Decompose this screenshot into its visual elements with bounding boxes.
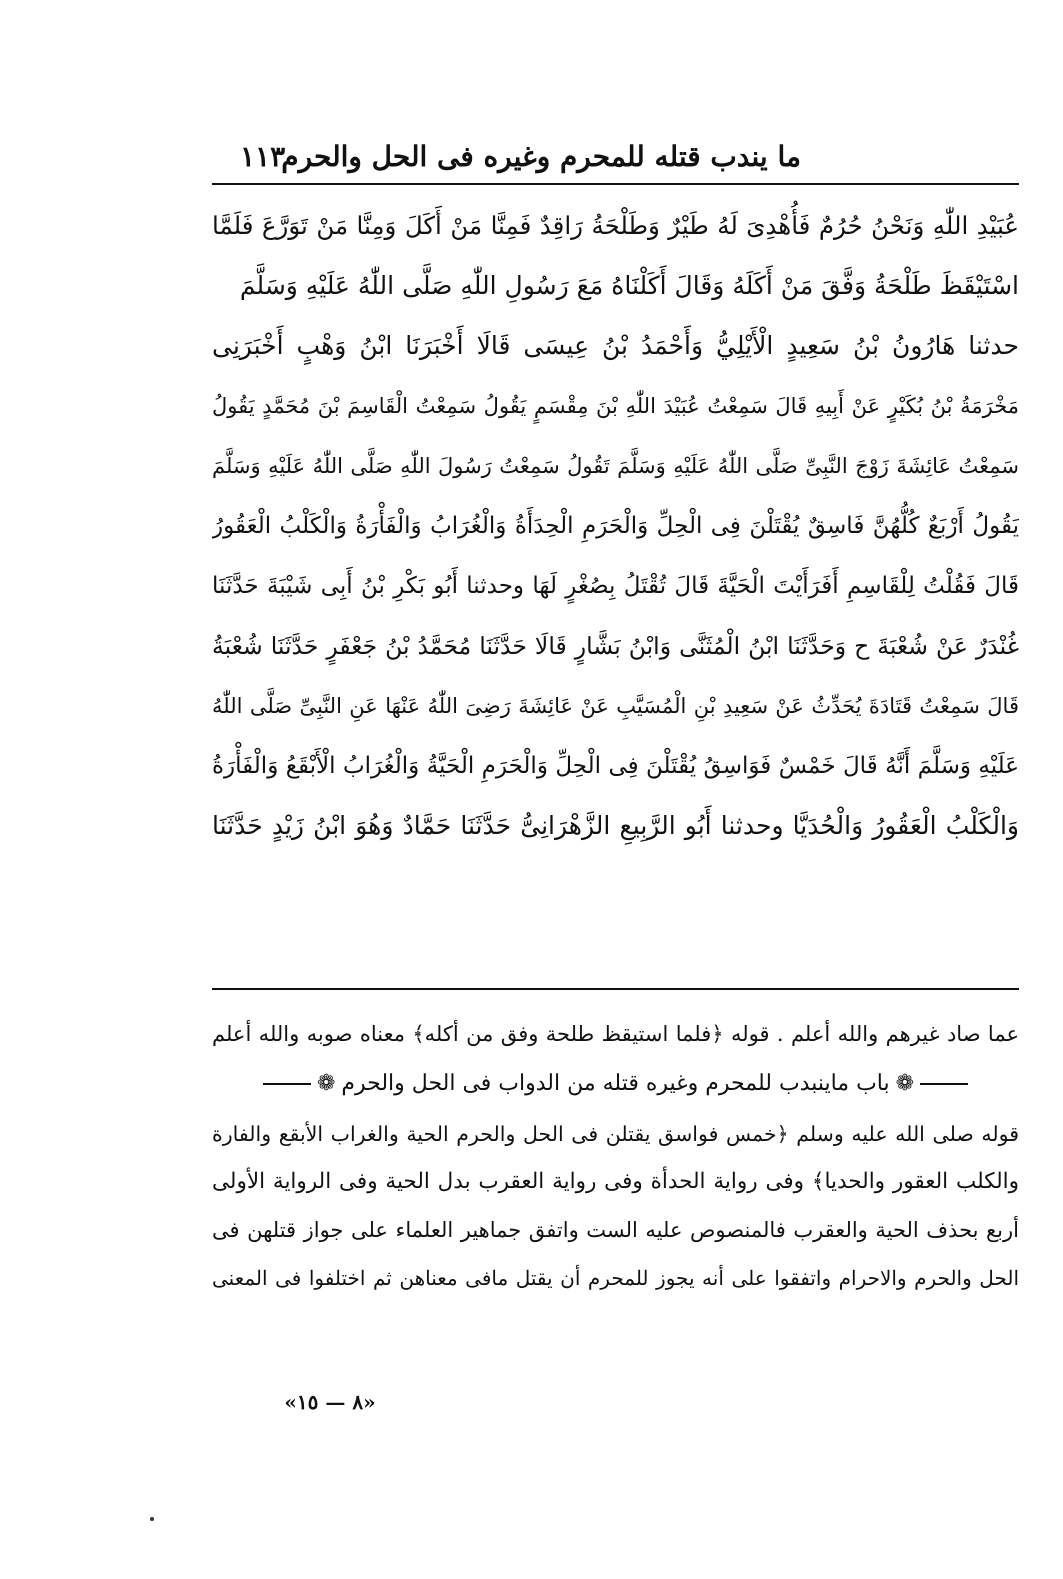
ornament-icon: ❁ xyxy=(895,1071,915,1096)
commentary-line: قوله صلى الله عليه وسلم ﴿خمس فواسق يقتلن فى الحل والحرم الحية والغراب الأبقع والفارة xyxy=(212,1122,1019,1146)
running-header xyxy=(212,140,1019,182)
commentary-line: الحل والحرم والاحرام واتفقوا على أنه يجوز للمحرم أن يقتل مافى معناهن ثم اختلفوا فى المعنى xyxy=(212,1266,1019,1290)
speck xyxy=(150,1517,154,1521)
matn-line: سَمِعْتُ عَائِشَةَ زَوْجَ النَّبِىِّ صَلَّى اللّٰهُ عَلَيْهِ وَسَلَّمَ تَقُولُ سَمِعْتُ رَسُولَ اللّٰهِ صَلَّى اللّٰهُ عَلَيْهِ وَسَلَّمَ xyxy=(212,454,1019,478)
ornament-icon: ❁ xyxy=(316,1071,336,1096)
heading-dash xyxy=(920,1083,968,1085)
matn-line: قَالَ سَمِعْتُ قَتَادَةَ يُحَدِّثُ عَنْ سَعِيدِ بْنِ الْمُسَيَّبِ عَنْ عَائِشَةَ رَضِىَ اللّٰهُ عَنْهَا عَنِ النَّبِىِّ صَلَّى اللّٰهُ xyxy=(212,694,1019,718)
matn-line: وَالْكَلْبُ الْعَقُورُ وَالْحُدَيَّا وحدثنا أَبُو الرَّبِيعِ الزَّهْرَانِىُّ حَدَّثَنَا حَمَّادٌ وَهُوَ ابْنُ زَيْدٍ حَدَّثَنَا xyxy=(212,811,1019,840)
heading-dash xyxy=(263,1083,311,1085)
signature-mark: «٨ — ١٥» xyxy=(284,1390,376,1414)
matn-line: اسْتَيْقَظَ طَلْحَةُ وَفَّقَ مَنْ أَكَلَهُ وَقَالَ أَكَلْنَاهُ مَعَ رَسُولِ اللّٰهِ صَلَّى اللّٰهُ عَلَيْهِ وَسَلَّمَ xyxy=(239,271,1019,300)
matn-line: حدثنا هَارُونُ بْنُ سَعِيدٍ الْأَيْلِيُّ وَأَحْمَدُ بْنُ عِيسَى قَالَا أَخْبَرَنَا ابْنُ وَهْبٍ أَخْبَرَنِى xyxy=(212,331,1019,360)
matn-line: عُبَيْدِ اللّٰهِ وَنَحْنُ حُرُمٌ فَأُهْدِىَ لَهُ طَيْرٌ وَطَلْحَةُ رَاقِدٌ فَمِنَّا مَنْ أَكَلَ وَمِنَّا مَنْ تَوَرَّعَ فَلَمَّا xyxy=(212,211,1019,240)
commentary-line: أربع بحذف الحية والعقرب فالمنصوص عليه الست واتفق جماهير العلماء على جواز قتلهن فى xyxy=(212,1218,1019,1242)
commentary-line: والكلب العقور والحديا﴾ وفى رواية الحدأة وفى رواية العقرب بدل الحية وفى الرواية الأولى xyxy=(212,1169,1019,1194)
matn-line: مَخْرَمَةُ بْنُ بُكَيْرٍ عَنْ أَبِيهِ قَالَ سَمِعْتُ عُبَيْدَ اللّٰهِ بْنَ مِقْسَمٍ يَقُولُ سَمِعْتُ الْقَاسِمَ بْنَ مُحَمَّدٍ يَقُولُ xyxy=(212,394,1019,418)
commentary xyxy=(212,1010,1019,1302)
matn-line: عَلَيْهِ وَسَلَّمَ أَنَّهُ قَالَ خَمْسٌ فَوَاسِقُ يُقْتَلْنَ فِى الْحِلِّ وَالْحَرَمِ الْحَيَّةُ وَالْغُرَابُ الْأَبْقَعُ وَالْفَأْرَةُ xyxy=(212,753,1019,779)
matn-line: قَالَ فَقُلْتُ لِلْقَاسِمِ أَفَرَأَيْتَ الْحَيَّةَ قَالَ تُقْتَلُ بِصُغْرٍ لَهَا وحدثنا أَبُو بَكْرِ بْنُ أَبِى شَيْبَةَ حَدَّثَنَا xyxy=(212,573,1019,599)
commentary-separator xyxy=(212,988,1019,990)
header-rule xyxy=(212,183,1019,185)
chapter-heading xyxy=(212,1058,1019,1110)
chapter-heading-text: باب ماينبدب للمحرم وغيره قتله من الدواب فى الحل والحرم xyxy=(341,1071,890,1096)
commentary-line: عما صاد غيرهم والله أعلم . قوله ﴿فلما استيقظ طلحة وفق من أكله﴾ معناه صوبه والله أعلم xyxy=(212,1022,1019,1046)
matn-line: غُنْدَرٌ عَنْ شُعْبَةَ ح وَحَدَّثَنَا ابْنُ الْمُثَنَّى وَابْنُ بَشَّارٍ قَالَا حَدَّثَنَا مُحَمَّدُ بْنُ جَعْفَرٍ حَدَّثَنَا شُعْبَةُ xyxy=(212,632,1019,660)
page-number: ١١٣ xyxy=(240,140,286,173)
hadith-text xyxy=(212,196,1019,856)
header-title: ما يندب قتله للمحرم وغيره فى الحل والحرم xyxy=(281,140,801,173)
matn-line: يَقُولُ أَرْبَعٌ كُلُّهُنَّ فَاسِقٌ يُقْتَلْنَ فِى الْحِلِّ وَالْحَرَمِ الْحِدَأَةُ وَالْغُرَابُ وَالْفَأْرَةُ وَالْكَلْبُ الْعَقُورُ xyxy=(212,513,1019,539)
